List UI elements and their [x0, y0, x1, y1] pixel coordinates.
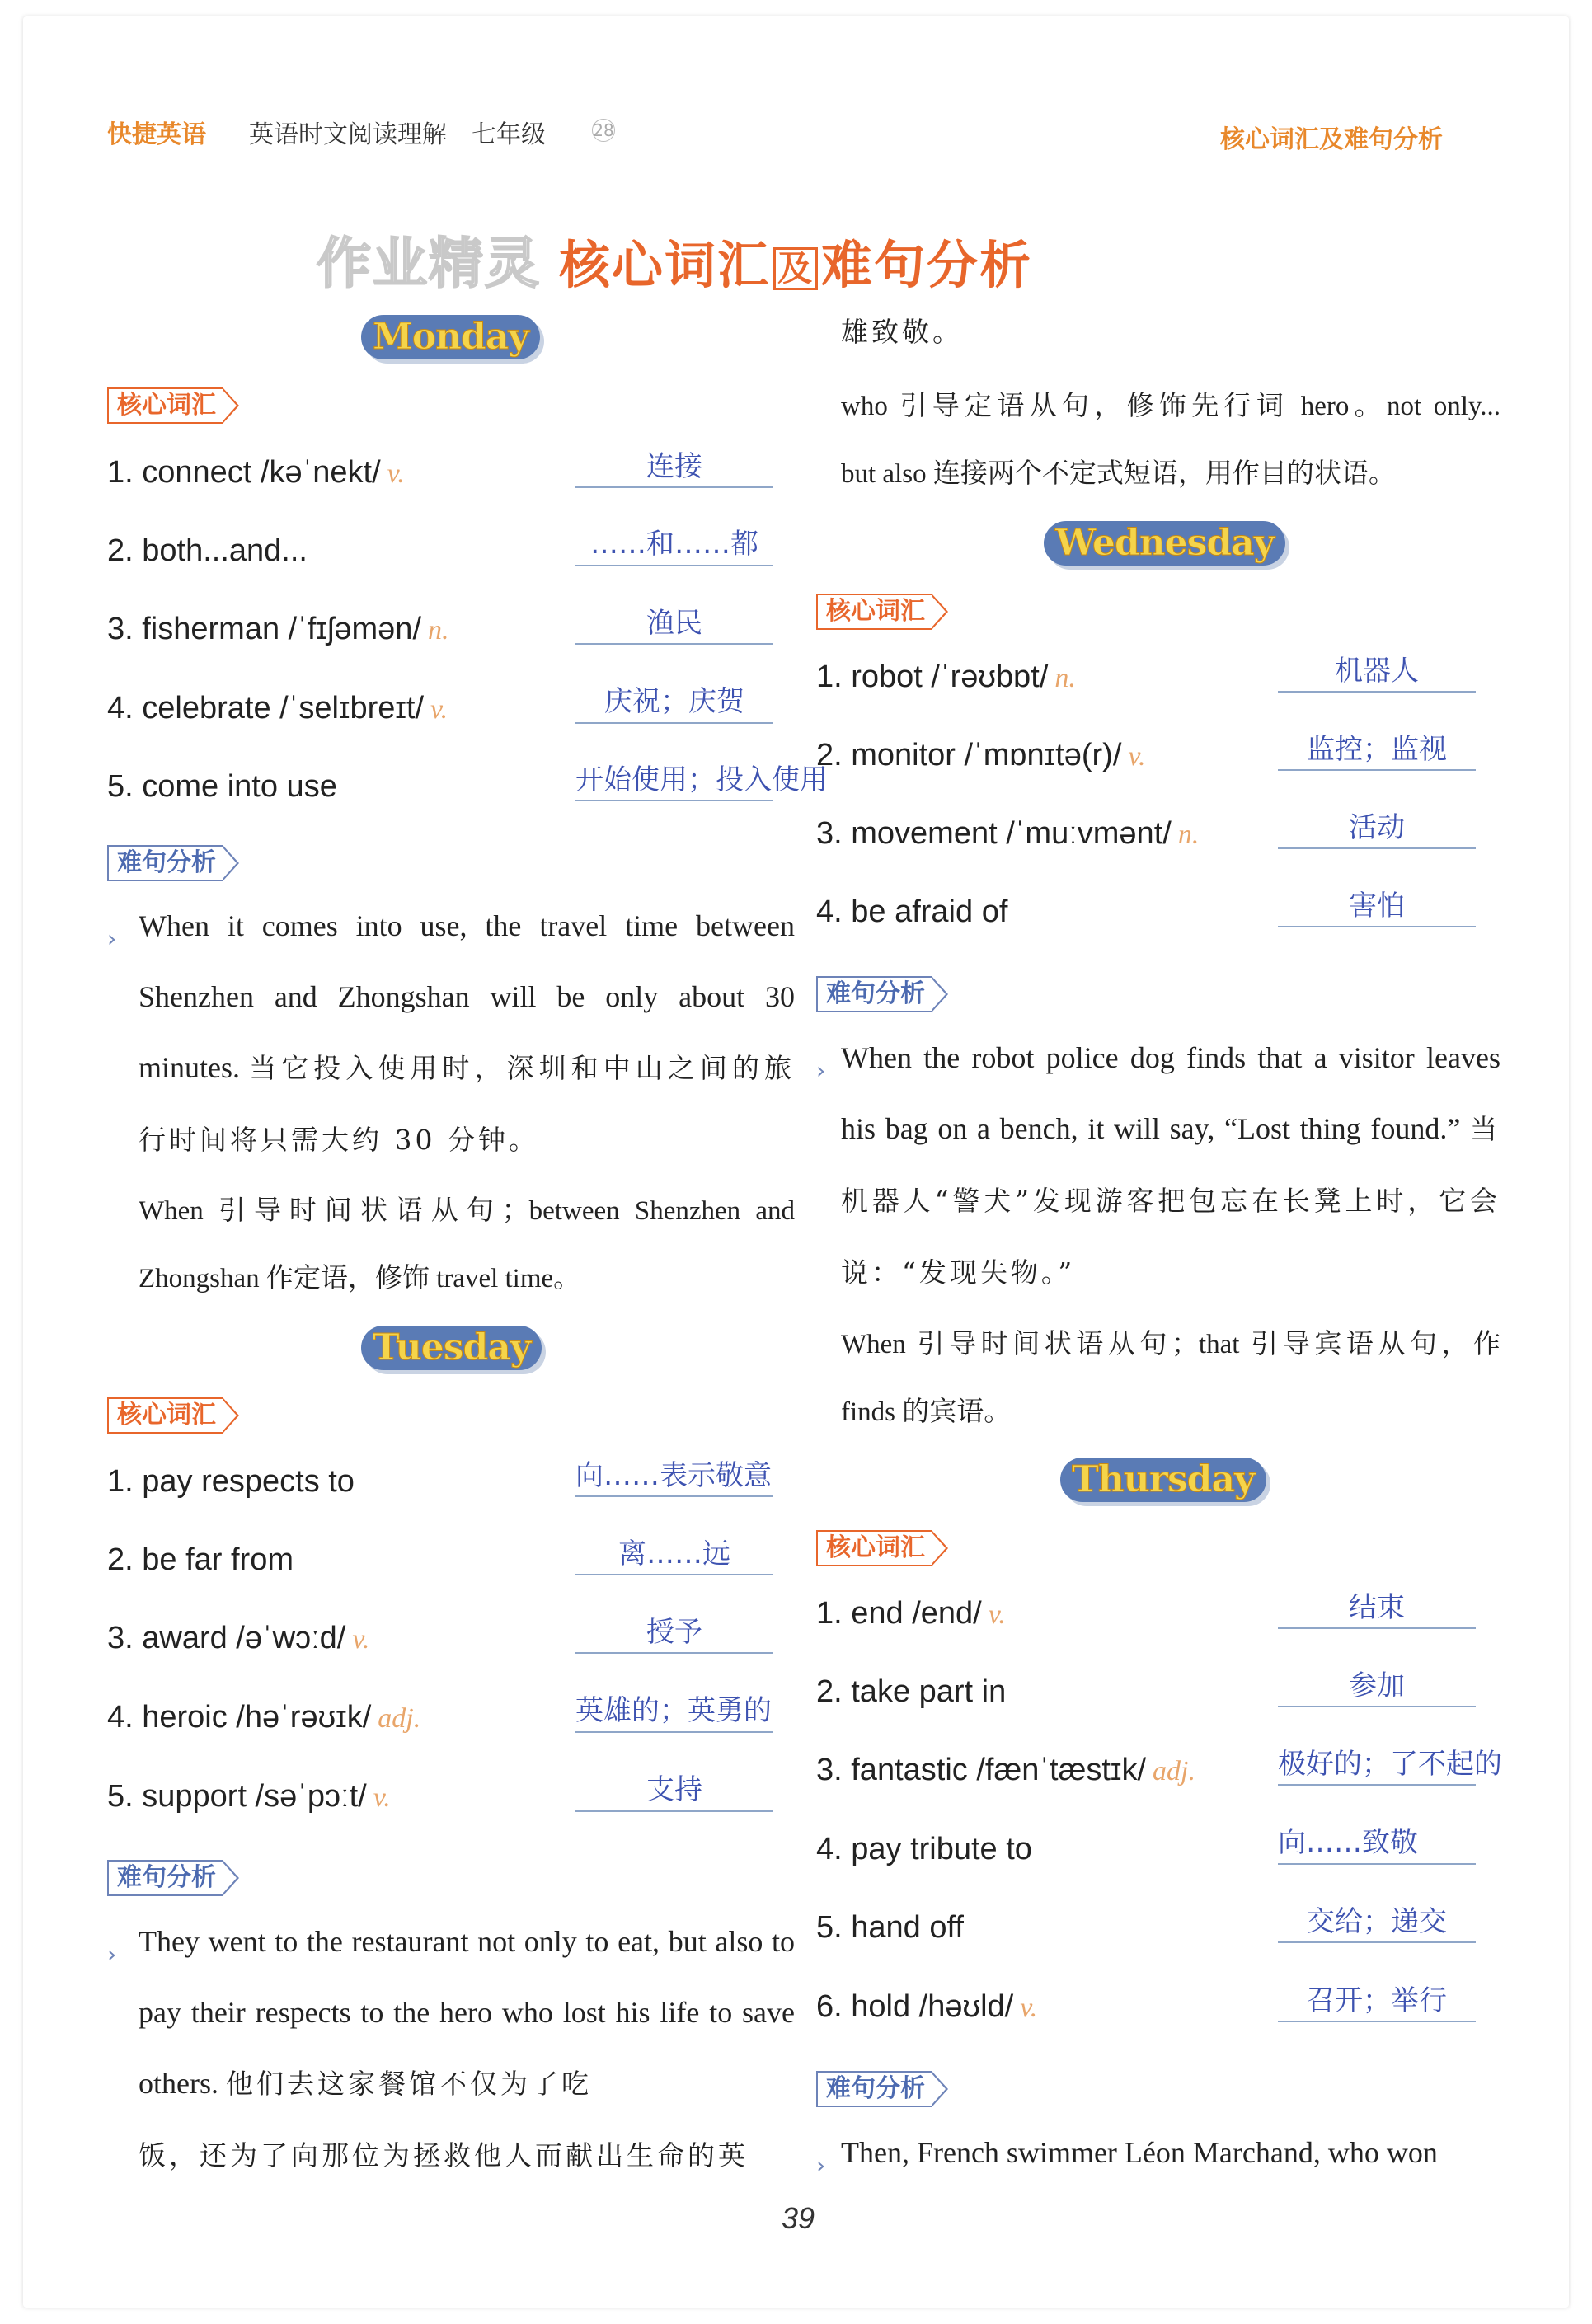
vocab-answer: 监控；监视 [1307, 733, 1447, 766]
answer-underline [1278, 926, 1476, 927]
day-banner-monday: Monday [361, 315, 540, 359]
answer-underline [1278, 2021, 1476, 2022]
vocab-answer: ……和……都 [590, 528, 758, 561]
vocab-term: 3. movement /ˈmuːvmənt/ n. [816, 816, 1200, 851]
vocab-term: 2. both...and... [107, 533, 308, 568]
header-badge: 28 [593, 120, 614, 140]
answer-underline [575, 800, 773, 801]
vocab-term: 2. take part in [816, 1674, 1007, 1709]
vocab-term: 3. fantastic /fænˈtæstɪk/ adj. [816, 1753, 1195, 1787]
bullet-icon: › [816, 1057, 826, 1084]
answer-underline [575, 565, 773, 566]
page [23, 16, 1569, 2308]
vocab-answer: 开始使用；投入使用 [575, 763, 828, 796]
sentence-tuesday-cont: 雄致敬。 [841, 316, 963, 348]
title-part-a: 核心词汇 [559, 235, 771, 295]
vocab-answer: 交给；递交 [1307, 1905, 1447, 1938]
answer-underline [1278, 1863, 1476, 1865]
answer-underline [1278, 769, 1476, 771]
header-brand: 快捷英语 [107, 120, 206, 149]
answer-underline [575, 1731, 773, 1733]
answer-underline [1278, 1627, 1476, 1629]
note-tuesday: who 引导定语从句，修饰先行词 hero。not only... but also 连接两个不定式短语，用作目的状语。 [841, 392, 1500, 489]
answer-underline [1278, 691, 1476, 693]
bullet-icon: › [107, 925, 117, 952]
vocab-tag-monday: 核心词汇 [107, 387, 223, 424]
sentence-thursday: Then, French swimmer Léon Marchand, who won [841, 2136, 1438, 2169]
day-banner-tuesday: Tuesday [361, 1326, 542, 1370]
answer-underline [1278, 1941, 1476, 1943]
page-number: 39 [782, 2201, 815, 2235]
vocab-answer: 参加 [1349, 1669, 1405, 1702]
vocab-term: 1. pay respects to [107, 1464, 355, 1499]
vocab-term: 1. robot /ˈrəʊbɒt/ n. [816, 660, 1076, 694]
vocab-answer: 极好的；了不起的 [1278, 1748, 1502, 1781]
answer-underline [575, 722, 773, 724]
vocab-term: 5. come into use [107, 769, 337, 804]
sentence-monday: When it comes into use, the travel time between Shenzhen and Zhongshan will be only about 30 minutes. 当它投入使用时，深圳和中山之间的旅行时间将只需大约 30 分钟。 [139, 909, 796, 1156]
vocab-answer: 授予 [646, 1616, 702, 1649]
vocab-term: 3. fisherman /ˈfɪʃəmən/ n. [107, 612, 449, 646]
answer-underline [575, 1574, 773, 1575]
sentence-wednesday: When the robot police dog finds that a visitor leaves his bag on a bench, it will say, “Lost thing found.” 当机器人“警犬”发现游客把包忘在长凳上时，它会说：“发现失物。” [841, 1041, 1500, 1289]
answer-underline [1278, 1784, 1476, 1786]
note-monday: When 引导时间状语从句；between Shenzhen and Zhongshan 作定语，修饰 travel time。 [139, 1196, 795, 1293]
vocab-answer: 连接 [646, 450, 702, 483]
day-banner-thursday: Thursday [1060, 1458, 1266, 1502]
analysis-tag-wednesday: 难句分析 [816, 976, 932, 1012]
title-ji-box: 及 [773, 247, 818, 290]
vocab-answer: 结束 [1349, 1591, 1405, 1624]
title-part-b: 难句分析 [821, 235, 1033, 295]
vocab-answer: 渔民 [646, 607, 702, 640]
analysis-tag-monday: 难句分析 [107, 845, 223, 881]
header-section-title: 核心词汇及难句分析 [1220, 125, 1443, 154]
vocab-term: 4. be afraid of [816, 894, 1008, 929]
watermark: 作业精灵 [317, 232, 541, 295]
vocab-answer: 离……远 [618, 1538, 730, 1570]
vocab-term: 4. celebrate /ˈselɪbreɪt/ v. [107, 691, 448, 725]
answer-underline [575, 1495, 773, 1497]
day-banner-wednesday: Wednesday [1044, 521, 1285, 566]
vocab-term: 1. connect /kəˈnekt/ v. [107, 455, 405, 490]
answer-underline [575, 486, 773, 488]
answer-underline [575, 1810, 773, 1812]
vocab-tag-tuesday: 核心词汇 [107, 1397, 223, 1434]
vocab-answer: 庆祝；庆贺 [604, 685, 744, 718]
answer-underline [575, 1652, 773, 1654]
vocab-term: 6. hold /həʊld/ v. [816, 1989, 1038, 2024]
note-wednesday: When 引导时间状语从句；that 引导宾语从句，作 finds 的宾语。 [841, 1330, 1500, 1427]
answer-underline [1278, 1706, 1476, 1707]
analysis-tag-tuesday: 难句分析 [107, 1860, 223, 1896]
sentence-tuesday: They went to the restaurant not only to eat, but also to pay their respects to the hero who lost his life to save others. 他们去这家餐馆不仅为了吃 饭，还为了向那位为拯救他人而献出生命的英 [139, 1925, 795, 2171]
answer-underline [1278, 847, 1476, 849]
vocab-answer: 召开；举行 [1307, 1984, 1447, 2017]
vocab-term: 4. pay tribute to [816, 1832, 1032, 1866]
vocab-answer: 支持 [646, 1773, 702, 1806]
vocab-answer: 活动 [1349, 811, 1405, 844]
vocab-answer: 向……致敬 [1278, 1826, 1418, 1859]
vocab-answer: 英雄的；英勇的 [575, 1694, 772, 1727]
vocab-answer: 机器人 [1335, 655, 1419, 688]
vocab-answer: 害怕 [1349, 890, 1405, 923]
vocab-tag-wednesday: 核心词汇 [816, 594, 932, 630]
page-title [559, 224, 1032, 298]
vocab-term: 2. be far from [107, 1542, 294, 1577]
vocab-term: 1. end /end/ v. [816, 1596, 1006, 1631]
bullet-icon: › [816, 2152, 826, 2179]
answer-underline [575, 643, 773, 645]
header-book-title: 英语时文阅读理解 七年级 [249, 120, 546, 149]
vocab-term: 3. award /əˈwɔːd/ v. [107, 1621, 370, 1655]
vocab-term: 5. hand off [816, 1910, 964, 1945]
analysis-tag-thursday: 难句分析 [816, 2071, 932, 2107]
vocab-answer: 向……表示敬意 [575, 1459, 772, 1492]
vocab-term: 5. support /səˈpɔːt/ v. [107, 1779, 391, 1814]
bullet-icon: › [107, 1941, 117, 1968]
vocab-term: 2. monitor /ˈmɒnɪtə(r)/ v. [816, 738, 1146, 772]
vocab-tag-thursday: 核心词汇 [816, 1530, 932, 1566]
vocab-term: 4. heroic /həˈrəʊɪk/ adj. [107, 1700, 421, 1735]
